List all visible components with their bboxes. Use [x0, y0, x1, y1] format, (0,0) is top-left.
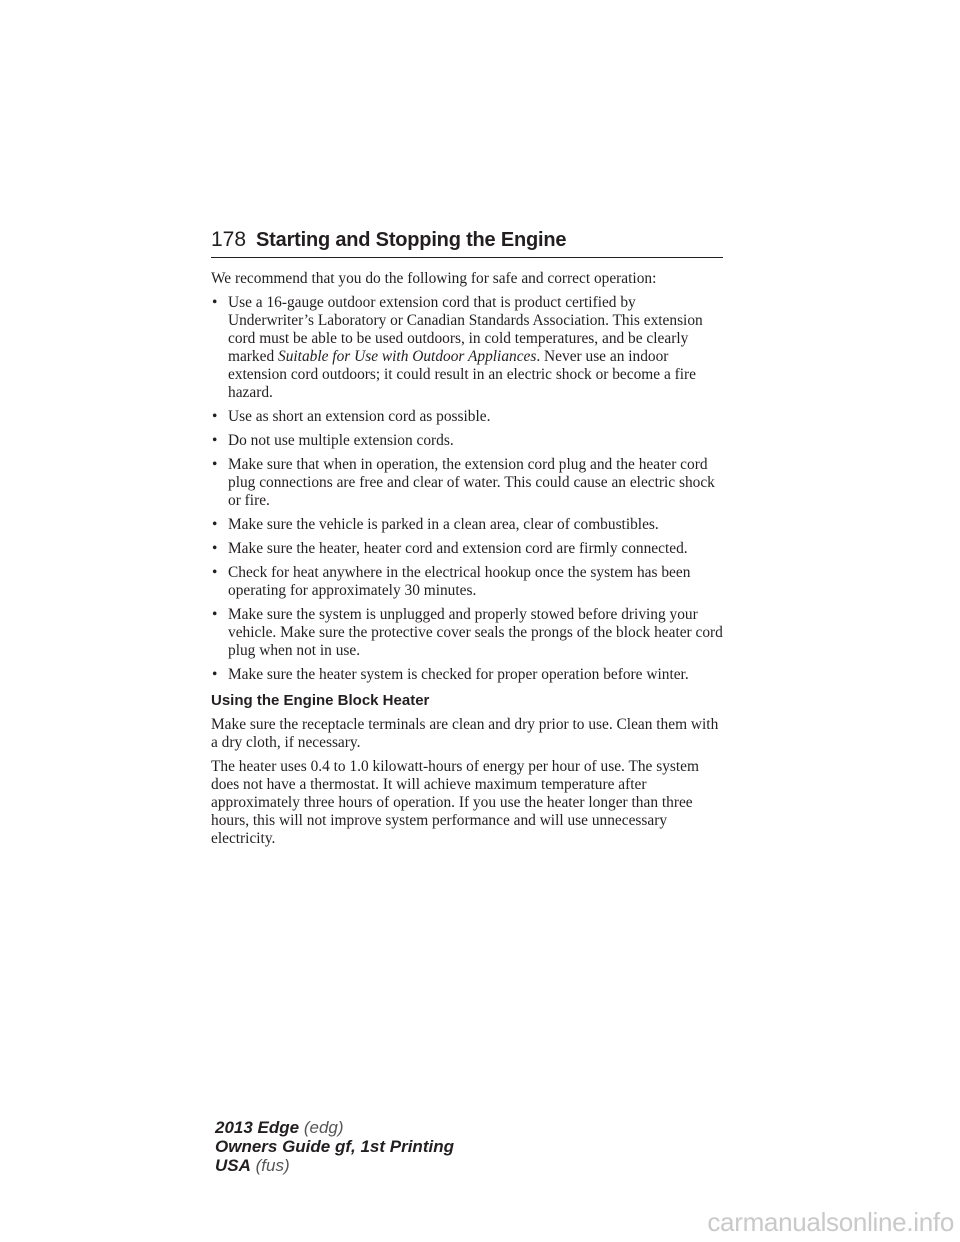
bullet-marker: • — [212, 516, 218, 533]
safety-bullet-list — [211, 294, 723, 684]
bullet-marker: • — [212, 564, 218, 581]
footer-guide: Owners Guide gf, 1st Printing — [215, 1137, 454, 1156]
print-footer — [215, 1118, 454, 1175]
footer-model: 2013 Edge — [215, 1118, 300, 1137]
footer-line-model — [215, 1118, 454, 1137]
list-item — [211, 540, 723, 558]
bullet-marker: • — [212, 606, 218, 623]
section-heading: Using the Engine Block Heater — [211, 692, 430, 709]
bullet-text: Use as short an extension cord as possible. — [228, 408, 491, 425]
bullet-text: Make sure that when in operation, the extension cord plug and the heater cord plug connections are free and clear of water. This could cause an electric shock or fire. — [228, 456, 715, 509]
manual-page — [211, 228, 723, 854]
bullet-italic-text: Suitable for Use with Outdoor Appliances — [278, 348, 537, 365]
page-number: 178 — [211, 228, 247, 251]
bullet-text: Make sure the vehicle is parked in a clean area, clear of combustibles. — [228, 516, 659, 533]
page-body — [211, 270, 723, 848]
bullet-marker: • — [212, 294, 218, 311]
footer-model-code: (edg) — [303, 1118, 344, 1137]
footer-line-guide — [215, 1137, 454, 1156]
list-item — [211, 294, 723, 402]
bullet-text: Check for heat anywhere in the electrical hookup once the system has been operating for approximately 30 minutes. — [228, 564, 691, 599]
footer-line-market — [215, 1156, 454, 1175]
bullet-text-continued: . Never use an indoor extension cord outdoors; it could result in an electric shock or become a fire hazard. — [228, 348, 696, 401]
bullet-text: Use a 16-gauge outdoor extension cord that is product certified by Underwriter’s Laboratory or Canadian Standards Association. This extension cord must be able to be used outdoors, in cold temperatures, and be clearly marked — [228, 294, 703, 365]
bullet-marker: • — [212, 432, 218, 449]
bullet-marker: • — [212, 456, 218, 473]
bullet-text: Make sure the system is unplugged and properly stowed before driving your vehicle. Make sure the protective cover seals the prongs of the block heater cord plug when not in use. — [228, 606, 723, 659]
bullet-marker: • — [212, 540, 218, 557]
bullet-text: Make sure the heater, heater cord and extension cord are firmly connected. — [228, 540, 688, 557]
section-paragraph: Make sure the receptacle terminals are clean and dry prior to use. Clean them with a dry cloth, if necessary. — [211, 716, 719, 751]
bullet-text: Do not use multiple extension cords. — [228, 432, 454, 449]
list-item — [211, 666, 723, 684]
footer-market: USA — [215, 1156, 251, 1175]
bullet-marker: • — [212, 666, 218, 683]
bullet-text: Make sure the heater system is checked for proper operation before winter. — [228, 666, 689, 683]
section-paragraph: The heater uses 0.4 to 1.0 kilowatt-hours of energy per hour of use. The system does not have a thermostat. It will achieve maximum temperature after approximately three hours of operation. If you use the heater longer than three hours, this will not improve system performance and will use unnecessary electricity. — [211, 758, 699, 847]
intro-paragraph: We recommend that you do the following for safe and correct operation: — [211, 270, 657, 287]
footer-market-code: (fus) — [255, 1156, 290, 1175]
bullet-marker: • — [212, 408, 218, 425]
page-title: Starting and Stopping the Engine — [256, 229, 567, 251]
watermark: carmanualsonline.info — [707, 1207, 954, 1237]
list-item — [211, 564, 723, 600]
list-item — [211, 516, 723, 534]
page-header — [211, 228, 723, 258]
list-item — [211, 432, 723, 450]
list-item — [211, 606, 723, 660]
list-item — [211, 408, 723, 426]
list-item — [211, 456, 723, 510]
